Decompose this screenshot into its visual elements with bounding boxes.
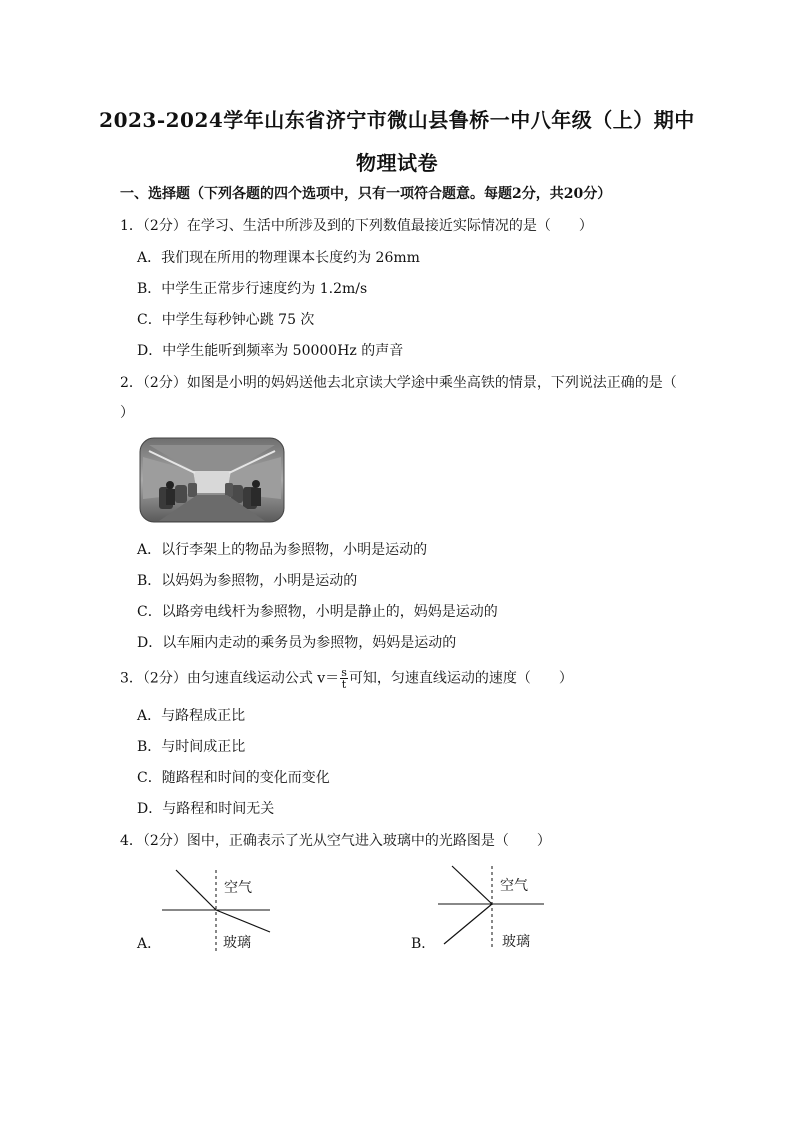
question-1-option-b: B．中学生正常步行速度约为 1.2m/s [137,281,368,297]
diagram-b-light-path [434,862,549,957]
fraction-denominator: t [341,678,347,691]
question-3-stem-suffix: 可知，匀速直线运动的速度（ ） [348,670,573,687]
question-3-option-b: B．与时间成正比 [137,739,246,755]
question-2-option-c: C．以路旁电线杆为参照物，小明是静止的，妈妈是运动的 [137,604,498,620]
question-3-option-d: D．与路程和时间无关 [137,801,275,817]
question-3-stem-prefix: 3．（2分）由匀速直线运动公式 v＝ [120,670,340,687]
question-1-option-d: D．中学生能听到频率为 50000Hz 的声音 [137,343,404,359]
diagram-b-incident-ray [452,866,492,904]
question-2-stem-end: ） [120,405,134,421]
question-3-option-c: C．随路程和时间的变化而变化 [137,770,330,786]
diagram-a-light-path [160,862,275,957]
page-subtitle: 物理试卷 [356,151,438,175]
diagram-b-air-label: 空气 [500,878,528,894]
diagram-b-glass-label: 玻璃 [502,934,530,950]
question-1-option-c: C．中学生每秒钟心跳 75 次 [137,312,315,328]
diagram-a-option-label: A． [137,936,162,952]
diagram-a-incident-ray [176,870,216,910]
diagram-a-air-label: 空气 [224,880,252,896]
speed-formula-fraction [340,667,348,690]
question-1-stem: 1．（2分）在学习、生活中所涉及到的下列数值最接近实际情况的是（ ） [120,218,593,234]
diagram-a-refracted-ray [216,910,270,932]
train-interior-image [139,437,285,523]
question-2-option-b: B．以妈妈为参照物，小明是运动的 [137,573,358,589]
question-2-option-d: D．以车厢内走动的乘务员为参照物，妈妈是运动的 [137,635,457,651]
question-4-stem: 4．（2分）图中，正确表示了光从空气进入玻璃中的光路图是（ ） [120,833,551,849]
question-1-option-a: A．我们现在所用的物理课本长度约为 26mm [137,250,420,266]
diagram-b-second-ray [444,904,492,944]
question-3-option-a: A．与路程成正比 [137,708,246,724]
page-title: 2023-2024学年山东省济宁市微山县鲁桥一中八年级（上）期中 [99,108,695,132]
section-heading: 一、选择题（下列各题的四个选项中，只有一项符合题意。每题2分，共20分） [120,186,612,202]
diagram-a-glass-label: 玻璃 [223,935,251,951]
fraction-numerator: s [341,666,347,679]
diagram-b-option-label: B． [411,936,436,952]
question-2-stem: 2．（2分）如图是小明的妈妈送他去北京读大学途中乘坐高铁的情景，下列说法正确的是（ [120,375,677,391]
question-3-stem [120,667,573,690]
question-2-option-a: A．以行李架上的物品为参照物，小明是运动的 [137,542,428,558]
